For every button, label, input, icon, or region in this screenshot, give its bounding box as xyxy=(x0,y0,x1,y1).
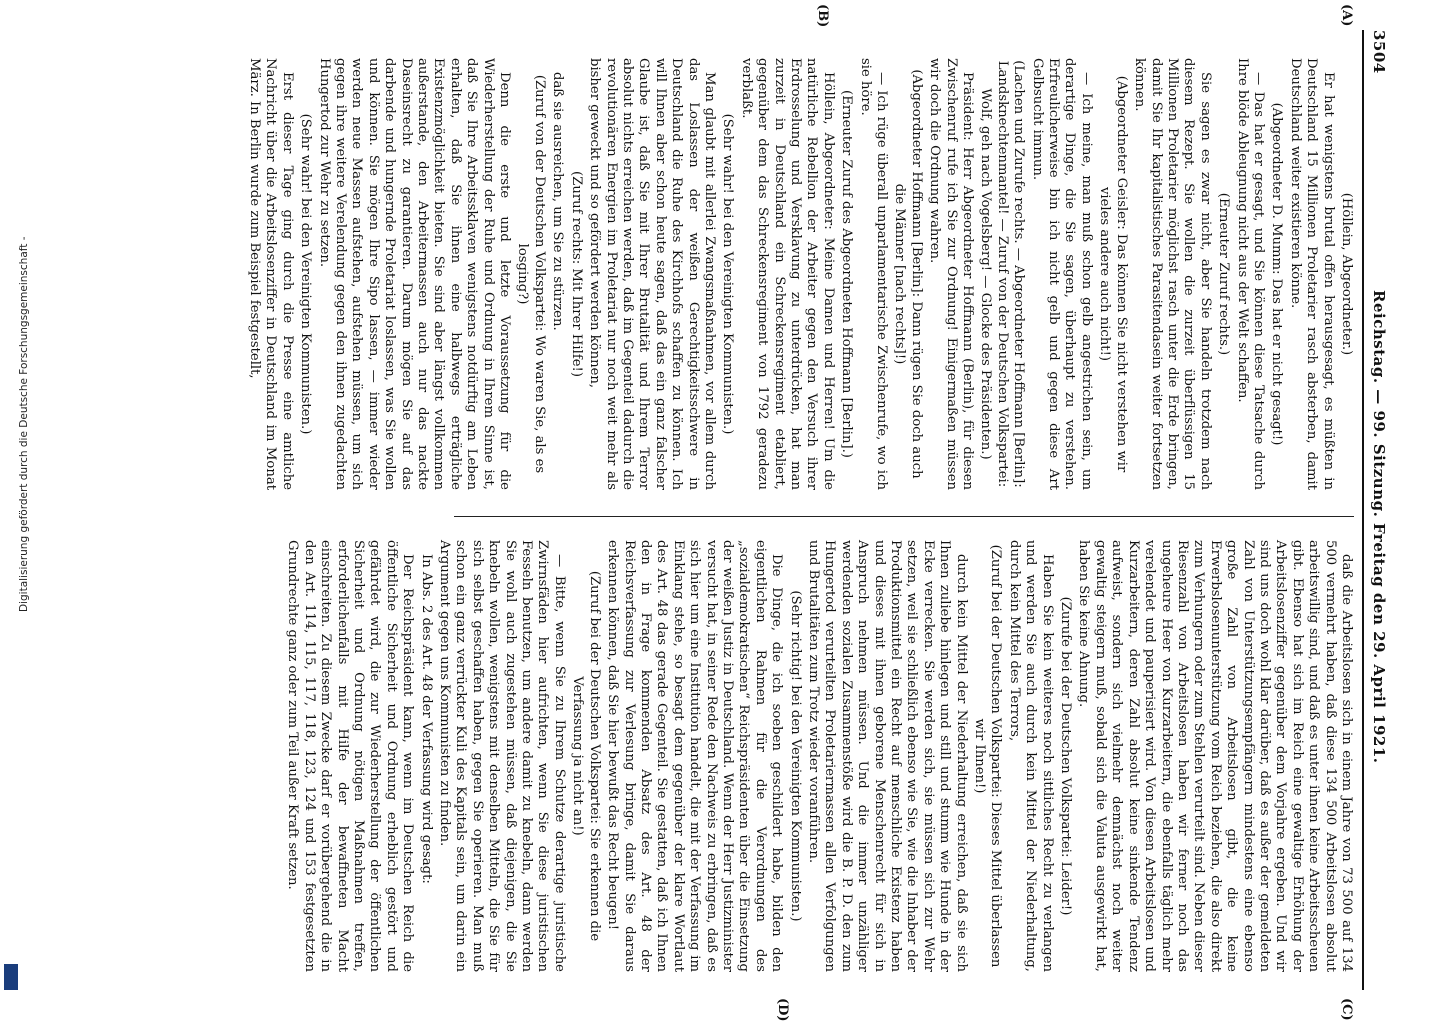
paragraph: (Erneuter Zuruf des Abgeordneten Hoffmann [Berlin].) xyxy=(839,90,855,458)
paragraph: (Lachen und Zurufe rechts. — Abgeordneter Hoffmann [Berlin]: Landsknechtenmantel! — Zuruf von der Deutschen Volkspartei: Wolf, geh nach Vogelsberg! — Glocke des Präsidenten.) xyxy=(978,60,1027,488)
margin-marker-b: (B) xyxy=(815,4,830,28)
paragraph: (Sehr richtig! bei den Vereinigten Kommunisten.) xyxy=(787,590,803,922)
paragraph: Die Dinge, die ich soeben geschildert habe, bilden den eigentlichen Rahmen für die Verordnungen des „sozialdemokratischen“ Reichspräsidenten über die Einsetzung der weißen Justiz in Deutschland. Wenn der Herr Justizminister versucht hat, in seiner Rede den Nachweis zu erbringen, daß es sich hier um eine Institution handelt, die mit der Verfassung im Einklang stehe, so besagt dem gegenüber der klare Wortlaut des Art. 48 das gerade Gegenteil. Sie gestatten, daß ich Ihnen den in Frage kommenden Absatz des Art. 48 der Reichsverfassung zur Verlesung bringe, damit Sie daraus erkennen können, daß Sie hier bewußt das Recht beugen! xyxy=(605,540,785,972)
paragraph: (Zuruf bei der Deutschen Volkspartei: Dieses Mittel überlassen wir Ihnen!) xyxy=(972,544,1004,968)
paragraph: Denn die erste und letzte Voraussetzung für die Wiederherstellung der Ruhe und Ordnung in Ihrem Sinne ist, daß Sie Ihre Arbeitssklaven wenigstens notdürftig am Leben erhalten, daß Sie ihnen eine halbwegs erträgliche Existenzmöglichkeit bieten. Sie sind aber längst vollkommen außerstande, den Arbeitermassen auch nur das nackte Daseinsrecht zu garantieren. Darum mögen Sie auf das darbende und hungernde Proletariat loslassen, was Sie wollen und können. Sie mögen Ihre Sipo lassen, — immer wieder werden neue Massen aufstehen, aufstehen müssen, um sich gegen ihre weitere Verelendung gegen den ihnen zugedachten Hungertod zur Wehr zu setzen. xyxy=(316,58,513,490)
paragraph: Er hat wenigstens brutal offen herausgesagt, es müßten in Deutschland 15 Millionen Proletarier rasch absterben, damit Deutschland weiter existieren könne. xyxy=(1287,58,1336,490)
margin-marker-d: (D) xyxy=(775,998,790,1022)
dfg-logo xyxy=(4,964,18,990)
paragraph: (Abgeordneter D. Mumm: Das hat er nicht gesagt!) xyxy=(1269,102,1285,446)
header-rule xyxy=(1362,30,1364,990)
paragraph: daß sie ausreichen, um Sie zu stürzen. xyxy=(550,72,566,331)
margin-marker-a: (A) xyxy=(1339,4,1354,27)
paragraph: Man glaubt mit allerlei Zwangsmaßnahmen, vor allem durch das Loslassen der weißen Gerechtigkeitsschwere in Deutschland die Ruhe des Kirchhofs schaffen zu können. Ich will Ihnen aber schon heute sagen, daß das ein ganz falscher Glaube ist, daß Sie mit Ihrer Brutalität und Ihrem Terror absolut nichts erreichen werden, daß im Gegenteil dadurch die revolutionären Energien im Proletariat nur noch weit mehr als bisher geweckt und so gefördert werden können, xyxy=(587,58,717,490)
paragraph: Der Reichspräsident kann, wenn im Deutschen Reich die öffentliche Sicherheit und Ordnung erheblich gestört und gefährdet wird, die zur Wiederherstellung der öffentlichen Sicherheit und Ordnung nötigen Maßnahmen treffen, erforderlichenfalls mit Hilfe der bewaffneten Macht einschreiten. Zu diesem Zwecke darf er vorübergehend die in den Art. 114, 115, 117, 118, 123, 124 und 153 festgesetzten Grundrechte ganz oder zum Teil außer Kraft setzen. xyxy=(285,540,416,972)
paragraph: (Zuruf von der Deutschen Volkspartei: Wo waren Sie, als es losging?) xyxy=(515,74,547,474)
paragraph: (Höllein, Abgeordneter.) xyxy=(1339,192,1354,356)
paragraph: Höllein, Abgeordneter: Meine Damen und Herren! Um die natürliche Rebellion der Arbeiter gegen den Versuch ihrer Erdrosselung und Versklavung zu unterdrücken, hat man zurzeit in Deutschland ein Schreckensregiment etabliert, gegenüber dem das Schreckensregiment von 1792 geradezu verblaßt. xyxy=(738,58,836,490)
paragraph: (Erneuter Zuruf rechts.) xyxy=(1216,192,1232,356)
attribution-footer xyxy=(0,0,30,1000)
column-divider xyxy=(454,516,1354,517)
paragraph: durch kein Mittel der Niederhaltung erreichen, daß sie sich Ihnen zuliebe hinlegen und still und stumm wie Hunde in der Ecke verrecken. Sie werden sich, sie müssen sich zur Wehr setzen, weil sie schließlich ebenso wie Sie, wie die Inhaber der Produktionsmittel ein Recht auf menschliche Existenz haben und dieses mit ihnen geborene Menschenrecht für sich in Anspruch nehmen müssen. Und die immer unzähliger werdenden sozialen Zusammenstöße wird die B. P. D. den zum Hungertod verurteilten Proletariermassen allen Verfolgungen und Brutalitäten zum Trotz wieder voranführen. xyxy=(806,540,969,972)
paragraph: In Abs. 2 des Art. 48 der Verfassung wird gesagt: xyxy=(418,554,434,884)
paragraph: (Zuruf rechts: Mit Ihrer Hilfe!) xyxy=(568,171,584,377)
paragraph: (Abgeordneter Hoffmann [Berlin]: Dann rügen Sie doch auch die Männer [nach rechts]!) xyxy=(892,69,924,479)
paragraph: — Bitte, wenn Sie zu Ihrem Schutze derartige juristische Zwirnsfäden hier aufrichten, wenn Sie diese juristischen Fesseln benutzen, um andere damit zu knebeln, dann werden Sie wohl auch zugestehen müssen, daß diejenigen, die Sie knebeln wollen, wenigstens mit denselben Mitteln, die Sie für sich selbst geschaffen haben, gegen Sie operieren. Man muß schon ein ganz verrückter Kuli des Kapitals sein, um darin ein Argument gegen uns Kommunisten zu finden. xyxy=(437,540,567,972)
paragraph: Haben Sie kein weiteres noch sittliches Recht zu verlangen und werden Sie auch durch kein Mittel der Niederhaltung, durch kein Mittel des Terrors, xyxy=(1006,540,1055,972)
page-header xyxy=(1362,30,1390,990)
paragraph: (Sehr wahr! bei den Vereinigten Kommunisten.) xyxy=(720,113,736,435)
rotated-page-content xyxy=(30,4,1390,1022)
paragraph: (Sehr wahr! bei den Vereinigten Kommunisten.) xyxy=(298,113,314,435)
paragraph: Erst dieser Tage ging durch die Presse eine amtliche Nachricht über die Arbeitslosenziffer in Deutschland im Monat März. In Berlin wurde zum Beispiel festgestellt, xyxy=(247,58,295,490)
paragraph: — Das hat er gesagt, und Sie können diese Tatsache durch Ihre blöde Ableugnung nicht aus der Welt schaffen. xyxy=(1234,58,1266,490)
paragraph: (Abgeordneter Geisler: Das können Sie nicht verstehen wir vieles andere auch nicht!) xyxy=(1097,75,1129,473)
paragraph: Sie sagen es zwar nicht, aber Sie handeln trotzdem nach diesem Rezept. Sie wollen die zurzeit überflüssigen 15 Millionen Proletarier möglichst rasch unter die Erde bringen, damit Sie Ihr kapitalistisches Parasitendasein weiter fortsetzen können. xyxy=(1132,58,1213,490)
paragraph: — Ich meine, man muß schon gelb angestrichen sein, um derartige Dinge, die Sie sagen, überhaupt zu verstehen. Erfreulicherweise bin ich nicht gelb und gegen diese Art Gelbsucht immun. xyxy=(1029,58,1094,490)
paragraph: (Zurufe bei der Deutschen Volkspartei: Leider!) xyxy=(1058,596,1074,916)
left-column xyxy=(244,58,1354,490)
page-number: 3504 xyxy=(1370,30,1388,74)
paragraph: daß die Arbeitslosen sich in einem Jahre von 73 500 auf 134 500 vermehrt haben, daß diese 134 500 Arbeitslosen absolut arbeitswillig sind, und daß es unter ihnen keine Arbeitsscheuen gibt. Ebenso hat sich im Reich eine gewaltige Erhöhung der Arbeitslosenziffer gegenüber dem Vorjahre ergeben. Und wir sind uns doch wohl klar darüber, daß es außer der gemeldeten Zahl von Unterstützungsempfängern mindestens eine ebenso große Zahl von Arbeitslosen gibt, die keine Erwerbslosenunterstützung vom Reich beziehen, die also direkt zum Verhungern oder zum Stehlen verurteilt sind. Neben dieser Riesenzahl von Arbeitslosen haben wir ferner noch das ungeheure Heer von Kurzarbeitern, die ebenfalls täglich mehr verelendet und pauperisiert wird. Von diesen Arbeitslosen und Kurzarbeitern, deren Zahl absolut keine sinkende Tendenz aufweist, sondern sich vielmehr demnächst noch weiter gewaltig steigern muß, sobald sich die Valuta ausgewirkt hat, haben Sie keine Ahnung. xyxy=(1076,540,1354,972)
attribution-text: Digitalisierung gefördert durch die Deutsche Forschungsgemeinschaft - xyxy=(18,236,30,612)
paragraph: Präsident: Herr Abgeordneter Hoffmann (Berlin), für diesen Zwischenruf rufe ich Sie zur Ordnung! Einigermaßen müssen wir doch die Ordnung wahren. xyxy=(927,58,976,490)
page-title: Reichstag. — 99. Sitzung. Freitag den 29. April 1921. xyxy=(1370,290,1388,764)
right-column xyxy=(282,540,1354,972)
paragraph: (Zuruf bei der Deutschen Volkspartei: Sie erkennen die Verfassung ja nicht an!) xyxy=(570,570,602,942)
margin-marker-c: (C) xyxy=(1339,998,1354,1021)
paragraph: — Ich rüge überall unparlamentarische Zwischenrufe, wo ich sie höre. xyxy=(857,58,890,490)
